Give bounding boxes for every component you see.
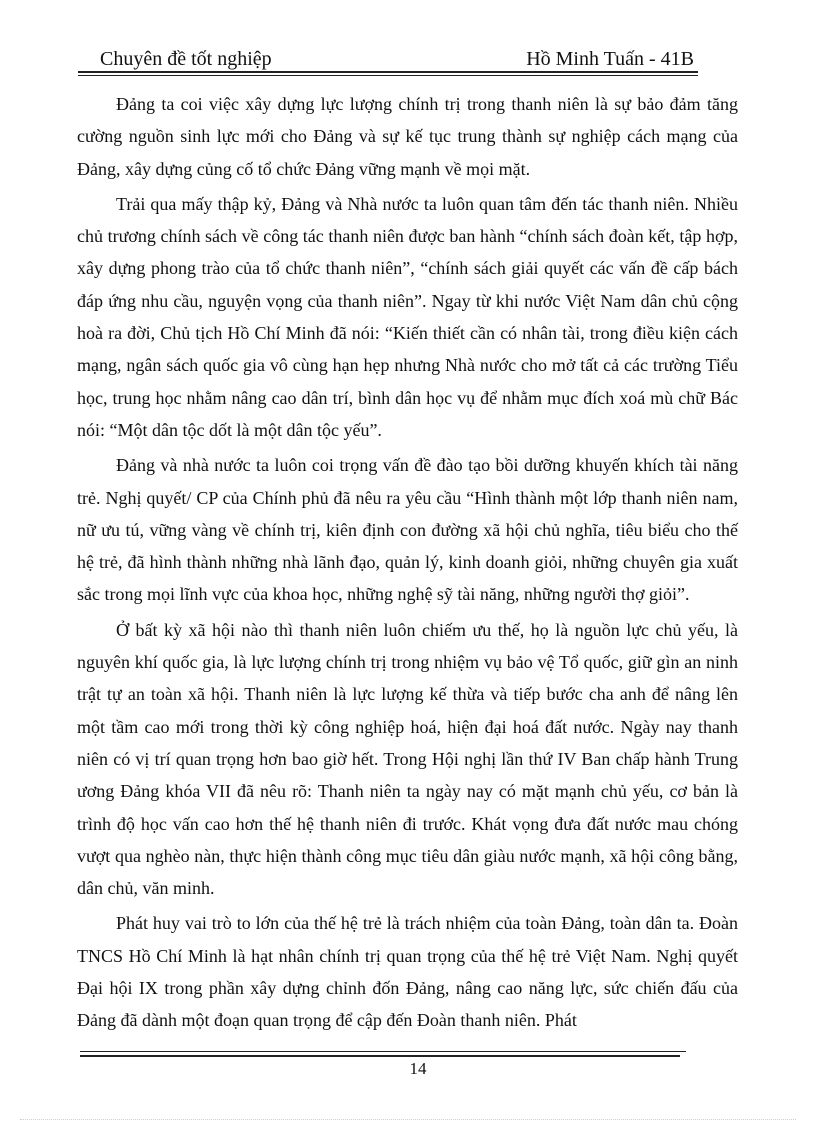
- header-title: Chuyên đề tốt nghiệp: [100, 48, 272, 70]
- header-rule-secondary: [78, 75, 698, 76]
- page-number: 14: [409, 1059, 427, 1078]
- page-edge-divider: [20, 1119, 796, 1120]
- footer-rule-secondary: [80, 1055, 680, 1057]
- header-rule: [78, 71, 698, 73]
- footer-rule: [80, 1051, 686, 1052]
- paragraph: Đảng ta coi việc xây dựng lực lượng chính trị trong thanh niên là sự bảo đảm tăng cường nguồn sinh lực mới cho Đảng và sự kế tục trung thành sự nghiệp cách mạng của Đảng, xây dựng củng cố tổ chức Đảng vững mạnh về mọi mặt.: [77, 94, 738, 179]
- paragraph: Phát huy vai trò to lớn của thế hệ trẻ là trách nhiệm của toàn Đảng, toàn dân ta. Đoàn TNCS Hồ Chí Minh là hạt nhân chính trị quan trọng của thế hệ trẻ Việt Nam. Nghị quyết Đại hội IX trong phần xây dựng chỉnh đốn Đảng, nâng cao năng lực, sức chiến đấu của Đảng đã dành một đoạn quan trọng để cập đến Đoàn thanh niên. Phát: [77, 913, 738, 1031]
- body-text: [77, 88, 738, 1040]
- paragraph: Trải qua mấy thập kỷ, Đảng và Nhà nước ta luôn quan tâm đến tác thanh niên. Nhiều chủ trương chính sách về công tác thanh niên được ban hành “chính sách đoàn kết, tập hợp, xây dựng phong trào của tổ chức thanh niên”, “chính sách giải quyết các vấn đề cấp bách đáp ứng nhu cầu, nguyện vọng của thanh niên”. Ngay từ khi nước Việt Nam dân chủ cộng hoà ra đời, Chủ tịch Hồ Chí Minh đã nói: “Kiến thiết cần có nhân tài, trong điều kiện cách mạng, ngân sách quốc gia vô cùng hạn hẹp nhưng Nhà nước cho mở tất cả các trường Tiểu học, trung học nhằm nâng cao dân trí, bình dân học vụ để nhằm mục đích xoá mù chữ Bác nói: “Một dân tộc dốt là một dân tộc yếu”.: [77, 193, 738, 440]
- paragraph: Đảng và nhà nước ta luôn coi trọng vấn đề đào tạo bồi dưỡng khuyến khích tài năng trẻ. Nghị quyết/ CP của Chính phủ đã nêu ra yêu cầu “Hình thành một lớp thanh niên nam, nữ ưu tú, vững vàng về chính trị, kiên định con đường xã hội chủ nghĩa, tiêu biểu cho thế hệ trẻ, đã hình thành những nhà lãnh đạo, quản lý, kinh doanh giỏi, những chuyên gia xuất sắc trong mọi lĩnh vực của khoa học, những nghệ sỹ tài năng, những người thợ giỏi”.: [77, 455, 738, 605]
- paragraph: Ở bất kỳ xã hội nào thì thanh niên luôn chiếm ưu thế, họ là nguồn lực chủ yếu, là nguyên khí quốc gia, là lực lượng chính trị trong nhiệm vụ bảo vệ Tổ quốc, giữ gìn an ninh trật tự an toàn xã hội. Thanh niên là lực lượng kế thừa và tiếp bước cha anh để nâng lên một tầm cao mới trong thời kỳ công nghiệp hoá, hiện đại hoá đất nước. Ngày nay thanh niên có vị trí quan trọng hơn bao giờ hết. Trong Hội nghị lần thứ IV Ban chấp hành Trung ương Đảng khóa VII đã nêu rõ: Thanh niên ta ngày nay có mặt mạnh chủ yếu, cơ bản là trình độ học vấn cao hơn thế hệ thanh niên đi trước. Khát vọng đưa đất nước mau chóng vượt qua nghèo nàn, thực hiện thành công mục tiêu dân giàu nước mạnh, xã hội công bằng, dân chủ, văn minh.: [77, 619, 738, 899]
- header-author: Hồ Minh Tuấn - 41B: [526, 48, 694, 70]
